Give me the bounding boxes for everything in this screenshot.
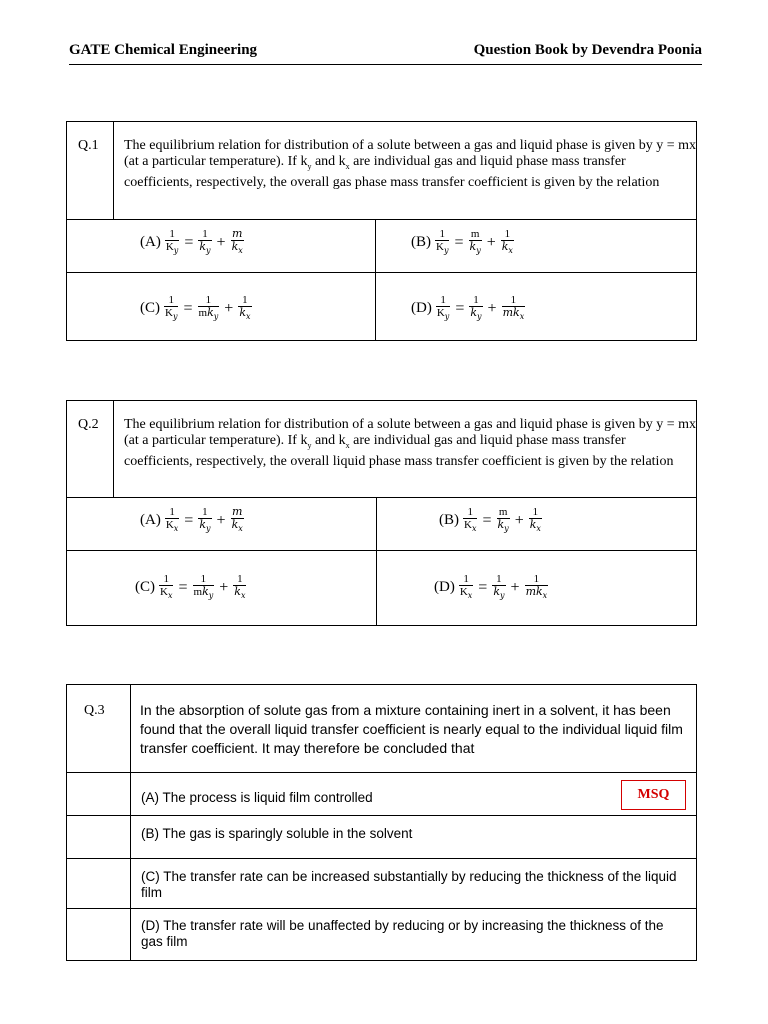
header-rule xyxy=(69,64,702,65)
q3-option-d[interactable]: (D) The transfer rate will be unaffected by reducing or by increasing the thickness of the gas film xyxy=(141,918,664,949)
q3-option-c[interactable]: (C) The transfer rate can be increased substantially by reducing the thickness of the liquid film xyxy=(141,869,677,900)
question-1-stem: The equilibrium relation for distribution of a solute between a gas and liquid phase is given by y = mx (at a particular temperature). If $k_y$ and $k_x$ are individual gas and liquid phase mass transfer coefficients, respectively, the overall gas phase mass transfer coefficient is given by the relation xyxy=(124,138,697,190)
question-2-number: Q.2 xyxy=(78,417,99,432)
header-course-title: GATE Chemical Engineering xyxy=(69,42,258,58)
question-1-number: Q.1 xyxy=(78,138,99,153)
q1-option-d[interactable]: (D) $\frac{1}{K_y}$ = $\frac{1}{k_y}$ + $\frac{1}{mk_x}$ xyxy=(411,294,525,322)
question-3-number: Q.3 xyxy=(84,703,105,718)
page-header xyxy=(69,42,702,62)
question-2-stem: The equilibrium relation for distribution of a solute between a gas and liquid phase is given by y = mx (at a particular temperature). If $k_y$ and $k_x$ are individual gas and liquid phase mass transfer coefficients, respectively, the overall liquid phase mass transfer coefficient is given by the relation xyxy=(124,417,697,469)
q1-option-a[interactable]: (A) $\frac{1}{K_y}$ = $\frac{1}{k_y}$ + $\frac{m}{k_x}$ xyxy=(140,227,243,256)
msq-badge: MSQ xyxy=(621,780,686,810)
q3-option-a[interactable]: (A) The process is liquid film controlled xyxy=(141,790,373,805)
q2-option-d[interactable]: (D) $\frac{1}{K_x}$ = $\frac{1}{k_y}$ + $\frac{1}{mk_x}$ xyxy=(434,573,548,601)
q2-option-a[interactable]: (A) $\frac{1}{K_x}$ = $\frac{1}{k_y}$ + $\frac{m}{k_x}$ xyxy=(140,505,243,534)
q3-option-b[interactable]: (B) The gas is sparingly soluble in the solvent xyxy=(141,826,413,841)
header-book-title: Question Book by Devendra Poonia xyxy=(473,42,702,58)
q2-option-c[interactable]: (C) $\frac{1}{K_x}$ = $\frac{1}{mk_y}$ + $\frac{1}{k_x}$ xyxy=(135,573,246,601)
q2-option-b[interactable]: (B) $\frac{1}{K_x}$ = $\frac{m}{k_y}$ + $\frac{1}{k_x}$ xyxy=(439,506,541,534)
question-3-stem: In the absorption of solute gas from a mixture containing inert in a solvent, it has been found that the overall liquid transfer coefficient is nearly equal to the individual liquid film transfer coefficient. It may therefore be concluded that xyxy=(140,702,683,756)
q1-option-c[interactable]: (C) $\frac{1}{K_y}$ = $\frac{1}{mk_y}$ + $\frac{1}{k_x}$ xyxy=(140,294,251,322)
q1-option-b[interactable]: (B) $\frac{1}{K_y}$ = $\frac{m}{k_y}$ + $\frac{1}{k_x}$ xyxy=(411,228,513,256)
